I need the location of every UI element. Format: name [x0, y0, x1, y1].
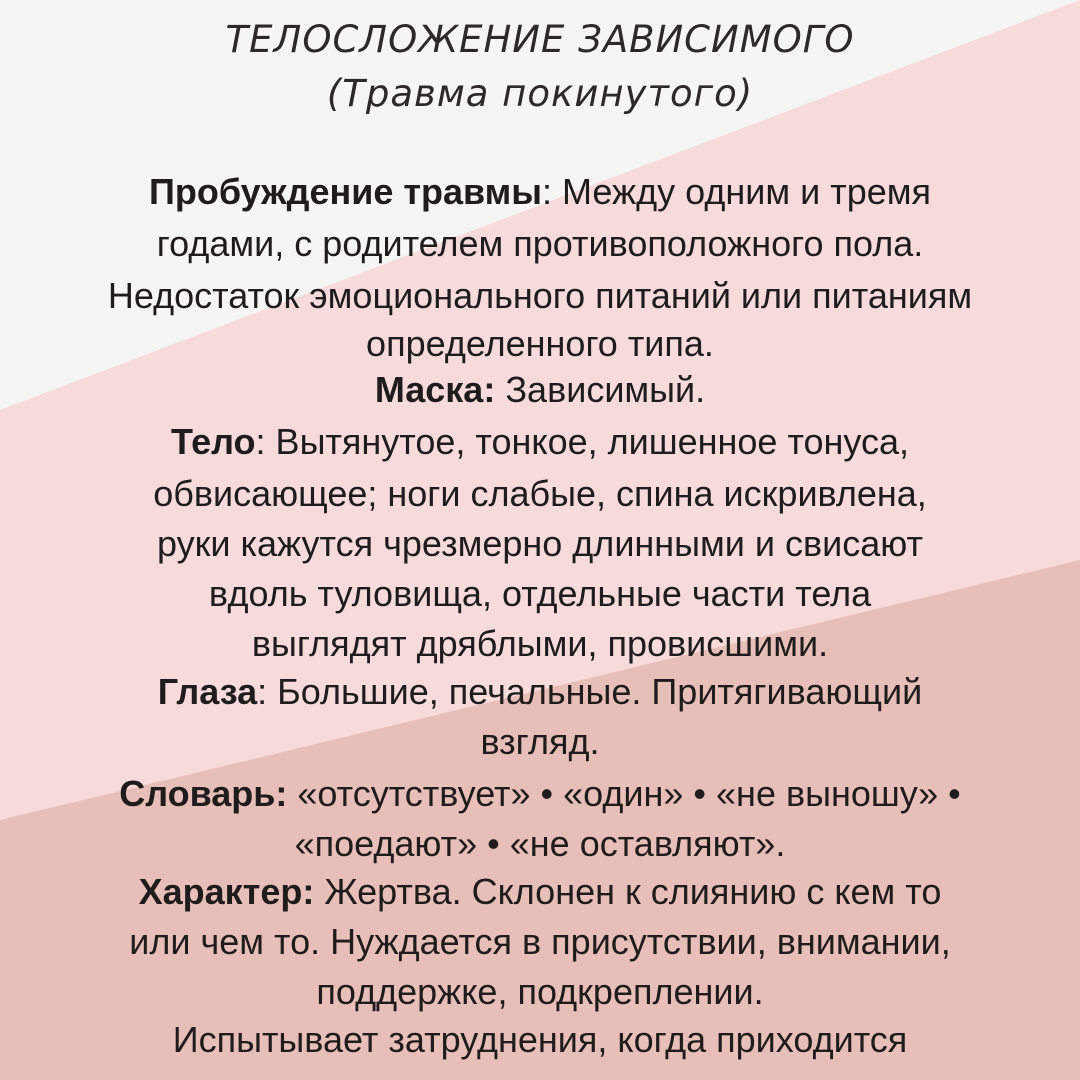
eyes-label: Глаза: [157, 671, 258, 712]
character-line-1: [0, 870, 1080, 914]
awakening-line-4: определенного типа.: [366, 323, 714, 364]
awakening-line-1: [0, 170, 1080, 214]
body-label: Тело: [170, 421, 256, 462]
character-line-4: Испытывает затруднения, когда приходится: [172, 1019, 908, 1060]
mask-text: Зависимый.: [495, 369, 706, 410]
character-line-2: или чем то. Нуждается в присутствии, внимании,: [129, 921, 951, 962]
character-text-1: Жертва. Склонен к слиянию с кем то: [314, 871, 942, 912]
vocabulary-line-2: «поедают» • «не оставляют».: [294, 823, 786, 864]
awakening-line-2: годами, с родителем противоположного пола.: [156, 223, 924, 264]
mask-line: [0, 368, 1080, 412]
mask-label: Маска:: [374, 369, 496, 410]
body-text-1: : Вытянутое, тонкое, лишенное тонуса,: [255, 421, 910, 462]
awakening-text-1: : Между одним и тремя: [542, 171, 931, 212]
awakening-line-3: Недостаток эмоционального питаний или питаниям: [107, 275, 973, 316]
awakening-label: Пробуждение травмы: [148, 171, 543, 212]
page-title: ТЕЛОСЛОЖЕНИЕ ЗАВИСИМОГО: [225, 18, 855, 61]
vocabulary-text-1: «отсутствует» • «один» • «не выношу» •: [287, 773, 961, 814]
vocabulary-label: Словарь:: [119, 773, 288, 814]
body-line-3: руки кажутся чрезмерно длинными и свисают: [156, 523, 923, 564]
body-line-1: [0, 420, 1080, 464]
body-line-2: обвисающее; ноги слабые, спина искривлена,: [153, 473, 927, 514]
page-subtitle: (Травма покинутого): [326, 72, 754, 115]
eyes-line-1: [0, 670, 1080, 714]
body-line-4: вдоль туловища, отдельные части тела: [208, 573, 872, 614]
character-label: Характер:: [138, 871, 315, 912]
vocabulary-line-1: [0, 772, 1080, 816]
eyes-line-2: взгляд.: [480, 721, 600, 762]
body-line-5: выглядят дряблыми, провисшими.: [251, 623, 829, 664]
character-line-3: поддержке, подкреплении.: [316, 971, 764, 1012]
eyes-text-1: : Большие, печальные. Притягивающий: [257, 671, 923, 712]
